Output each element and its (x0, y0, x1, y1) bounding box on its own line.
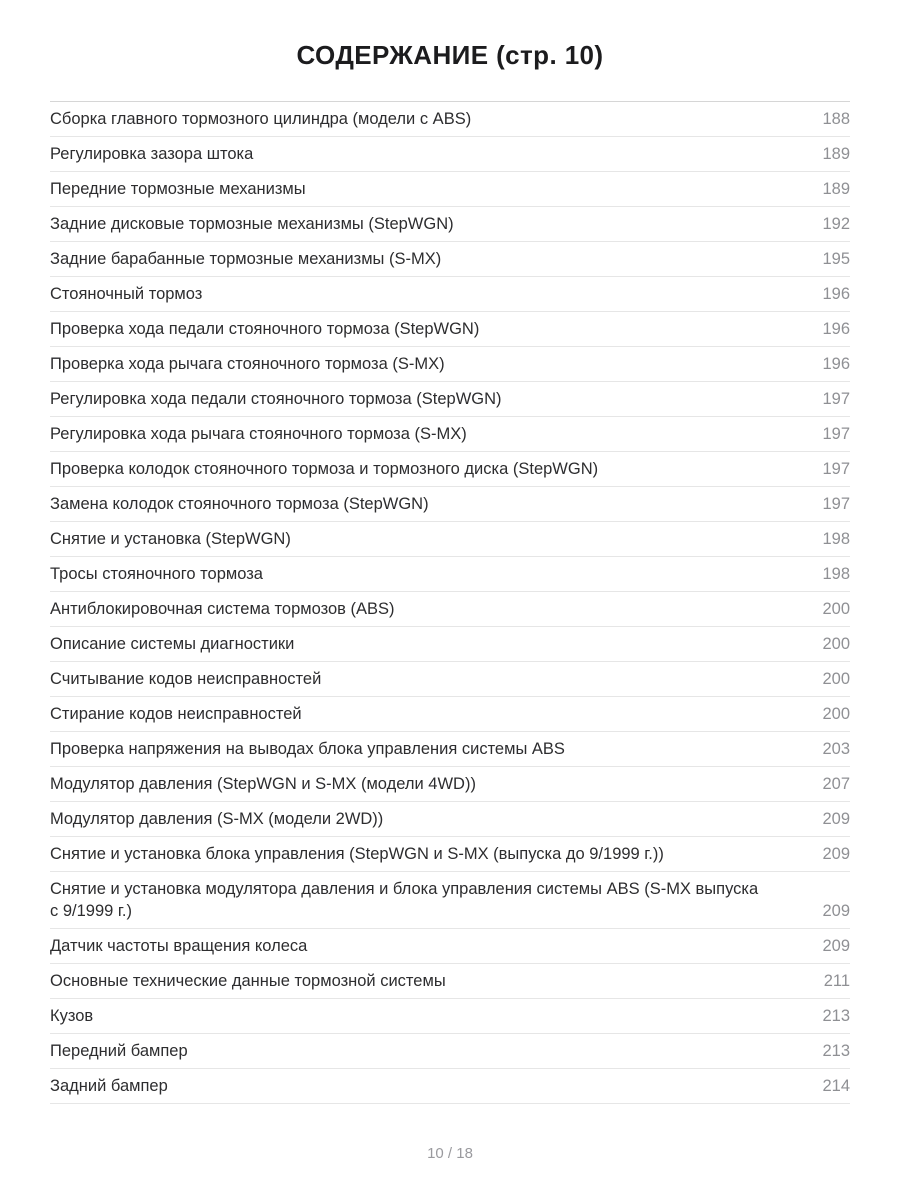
toc-entry-page-number: 189 (822, 145, 850, 163)
toc-entry-page-number: 209 (822, 810, 850, 828)
toc-entry-label: Замена колодок стояночного тормоза (StepWGN) (50, 495, 429, 513)
toc-entry-label: Задние барабанные тормозные механизмы (S-MX) (50, 250, 442, 268)
toc-entry (50, 929, 850, 964)
toc-entry-page-number: 197 (822, 495, 850, 513)
toc-entry-page-number: 188 (822, 110, 850, 128)
toc-entry (50, 999, 850, 1034)
toc-entry-page-number: 200 (822, 600, 850, 618)
toc-entry-page-number: 192 (822, 215, 850, 233)
toc-entry (50, 732, 850, 767)
toc-entry-label: Проверка хода педали стояночного тормоза (StepWGN) (50, 320, 480, 338)
toc-entry (50, 452, 850, 487)
toc-entry-page-number: 209 (822, 902, 850, 920)
toc-entry (50, 767, 850, 802)
toc-entry-page-number: 196 (822, 320, 850, 338)
toc-entry (50, 662, 850, 697)
toc-entry-label: Задний бампер (50, 1077, 168, 1095)
toc-entry (50, 382, 850, 417)
toc-entry (50, 137, 850, 172)
toc-entry (50, 1069, 850, 1104)
toc-entry-label: Регулировка зазора штока (50, 145, 254, 163)
toc-entry-label: Проверка колодок стояночного тормоза и тормозного диска (StepWGN) (50, 460, 599, 478)
toc-entry (50, 347, 850, 382)
toc-entry-label: Снятие и установка (StepWGN) (50, 530, 291, 548)
toc-entry-page-number: 195 (822, 250, 850, 268)
toc-entry-label: Стирание кодов неисправностей (50, 705, 302, 723)
toc-entry-page-number: 196 (822, 285, 850, 303)
toc-entry (50, 964, 850, 999)
toc-entry-label: Стояночный тормоз (50, 285, 203, 303)
toc-entry-page-number: 209 (822, 845, 850, 863)
toc-entry-page-number: 203 (822, 740, 850, 758)
toc-entry-label: Передние тормозные механизмы (50, 180, 306, 198)
toc-entry-page-number: 189 (822, 180, 850, 198)
toc-entry-page-number: 209 (822, 937, 850, 955)
toc-entry-page-number: 211 (823, 972, 850, 990)
toc-entry-page-number: 213 (822, 1007, 850, 1025)
toc-entry-label: Сборка главного тормозного цилиндра (модели с ABS) (50, 110, 472, 128)
toc-entry-page-number: 207 (822, 775, 850, 793)
toc-entry-page-number: 198 (822, 530, 850, 548)
toc-entry (50, 872, 850, 929)
toc-entry-page-number: 197 (822, 460, 850, 478)
toc-entry-label: Модулятор давления (S-MX (модели 2WD)) (50, 810, 384, 828)
toc-entry-label: Проверка хода рычага стояночного тормоза (S-MX) (50, 355, 445, 373)
toc-entry-label: Регулировка хода рычага стояночного тормоза (S-MX) (50, 425, 467, 443)
toc-entry-label: Датчик частоты вращения колеса (50, 937, 308, 955)
toc-entry (50, 277, 850, 312)
toc-entry (50, 242, 850, 277)
toc-entry-label: Задние дисковые тормозные механизмы (StepWGN) (50, 215, 454, 233)
toc-entry (50, 627, 850, 662)
toc-entry-page-number: 214 (822, 1077, 850, 1095)
toc-entry (50, 592, 850, 627)
toc-entry (50, 207, 850, 242)
toc-entry-page-number: 200 (822, 705, 850, 723)
toc-list (50, 102, 850, 1104)
toc-entry (50, 1034, 850, 1069)
toc-entry-label: Описание системы диагностики (50, 635, 295, 653)
toc-entry-page-number: 196 (822, 355, 850, 373)
toc-entry-label: Регулировка хода педали стояночного тормоза (StepWGN) (50, 390, 502, 408)
toc-entry-page-number: 200 (822, 635, 850, 653)
toc-entry-page-number: 213 (822, 1042, 850, 1060)
toc-entry (50, 172, 850, 207)
toc-entry (50, 697, 850, 732)
toc-entry-label: Снятие и установка модулятора давления и блока управления системы ABS (S-MX выпуска с 9/1999 г.) (50, 880, 759, 920)
page-indicator: 10 / 18 (427, 1145, 473, 1162)
toc-entry-label: Тросы стояночного тормоза (50, 565, 263, 583)
toc-entry-label: Проверка напряжения на выводах блока управления системы ABS (50, 740, 565, 758)
toc-entry-label: Кузов (50, 1007, 94, 1025)
toc-entry (50, 522, 850, 557)
toc-entry (50, 417, 850, 452)
page-title: СОДЕРЖАНИЕ (стр. 10) (296, 40, 604, 70)
toc-entry (50, 557, 850, 592)
toc-entry-label: Антиблокировочная система тормозов (ABS) (50, 600, 395, 618)
toc-entry-page-number: 200 (822, 670, 850, 688)
toc-entry-page-number: 197 (822, 425, 850, 443)
toc-entry-label: Основные технические данные тормозной системы (50, 972, 446, 990)
toc-entry-label: Модулятор давления (StepWGN и S-MX (модели 4WD)) (50, 775, 476, 793)
toc-entry (50, 312, 850, 347)
toc-entry-label: Снятие и установка блока управления (StepWGN и S-MX (выпуска до 9/1999 г.)) (50, 845, 664, 863)
toc-entry (50, 837, 850, 872)
toc-entry-page-number: 197 (822, 390, 850, 408)
toc-entry-label: Считывание кодов неисправностей (50, 670, 322, 688)
toc-entry (50, 102, 850, 137)
toc-entry-page-number: 198 (822, 565, 850, 583)
toc-entry (50, 802, 850, 837)
toc-entry-label: Передний бампер (50, 1042, 188, 1060)
toc-entry (50, 487, 850, 522)
